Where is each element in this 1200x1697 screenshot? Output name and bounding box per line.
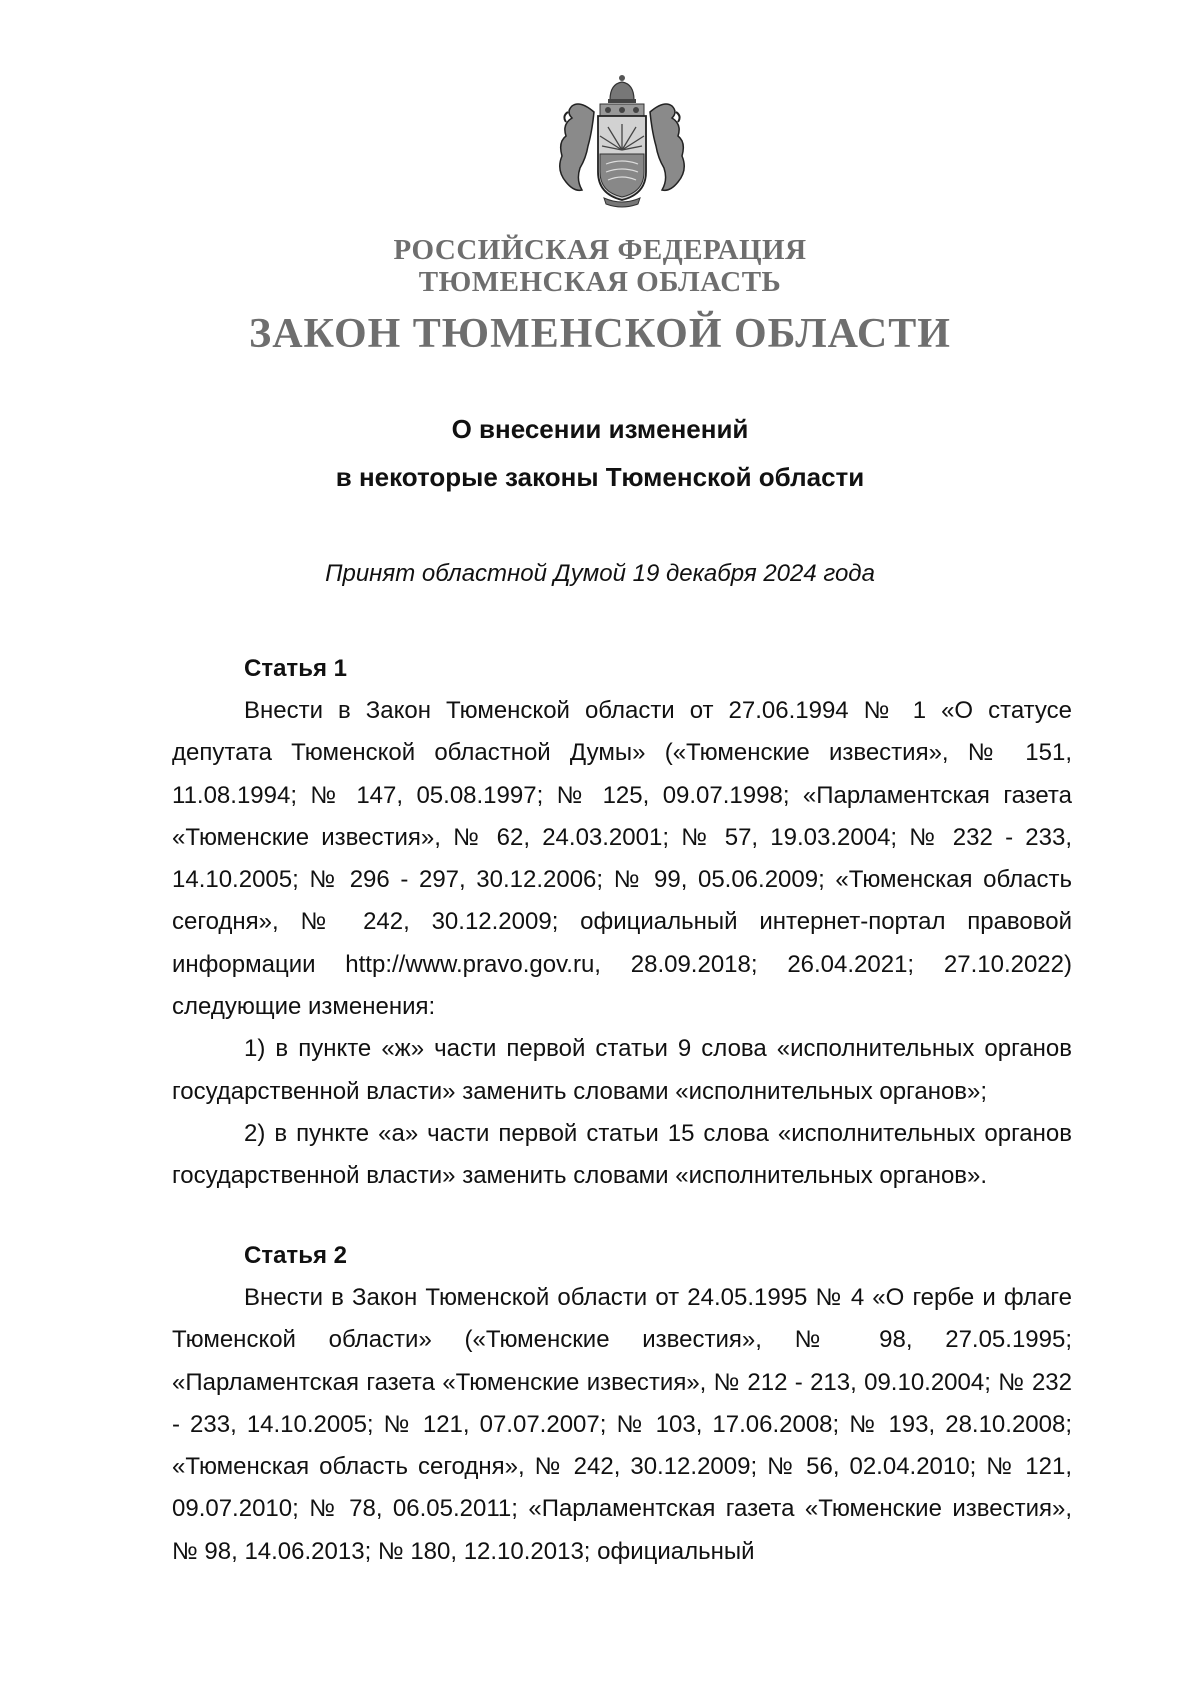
article-paragraph: 2) в пункте «а» части первой статьи 15 слова «исполнительных органов государственной власти» заменить словами «исполнительных органов».	[172, 1119, 1072, 1190]
article-2	[172, 1235, 1072, 1573]
article-1	[172, 648, 1072, 1198]
article-paragraph: Внести в Закон Тюменской области от 24.05.1995 № 4 «О гербе и флаге Тюменской области» («Тюменские известия», № 98, 27.05.1995; «Парламентская газета «Тюменские известия», № 212 - 213, 09.10.2004; № 232 - 233, 14.10.2005; № 121, 07.07.2007; № 103, 17.06.2008; № 193, 28.10.2008; «Тюменская область сегодня», № 242, 30.12.2009; № 56, 02.04.2010; № 121, 09.07.2010; № 78, 06.05.2011; «Парламентская газета «Тюменские известия», № 98, 14.06.2013; № 180, 12.10.2013; официальный	[172, 1284, 1072, 1565]
article-paragraph: Внести в Закон Тюменской области от 27.06.1994 № 1 «О статусе депутата Тюменской областной Думы» («Тюменские известия», № 151, 11.08.1994; № 147, 05.08.1997; № 125, 09.07.1998; «Парламентская газета «Тюменские известия», № 62, 24.03.2001; № 57, 19.03.2004; № 232 - 233, 14.10.2005; № 296 - 297, 30.12.2006; № 99, 05.06.2009; «Тюменская область сегодня», № 242, 30.12.2009; официальный интернет-портал правовой информации http://www.pravo.gov.ru, 28.09.2018; 26.04.2021; 27.10.2022) следующие изменения:	[172, 697, 1072, 1021]
article-heading: Статья 2	[244, 1242, 347, 1269]
coat-of-arms-emblem	[522, 72, 722, 212]
law-title-line-1: О внесении изменений	[451, 414, 749, 444]
document-type-heading: ЗАКОН ТЮМЕНСКОЙ ОБЛАСТИ	[249, 311, 951, 357]
region-name: ТЮМЕНСКАЯ ОБЛАСТЬ	[418, 266, 782, 298]
adoption-note: Принят областной Думой 19 декабря 2024 года	[325, 560, 875, 587]
article-heading: Статья 1	[244, 655, 347, 682]
country-name: РОССИЙСКАЯ ФЕДЕРАЦИЯ	[393, 234, 807, 266]
law-title-line-2: в некоторые законы Тюменской области	[335, 462, 865, 492]
article-paragraph: 1) в пункте «ж» части первой статьи 9 слова «исполнительных органов государственной власти» заменить словами «исполнительных органов»;	[172, 1035, 1072, 1105]
